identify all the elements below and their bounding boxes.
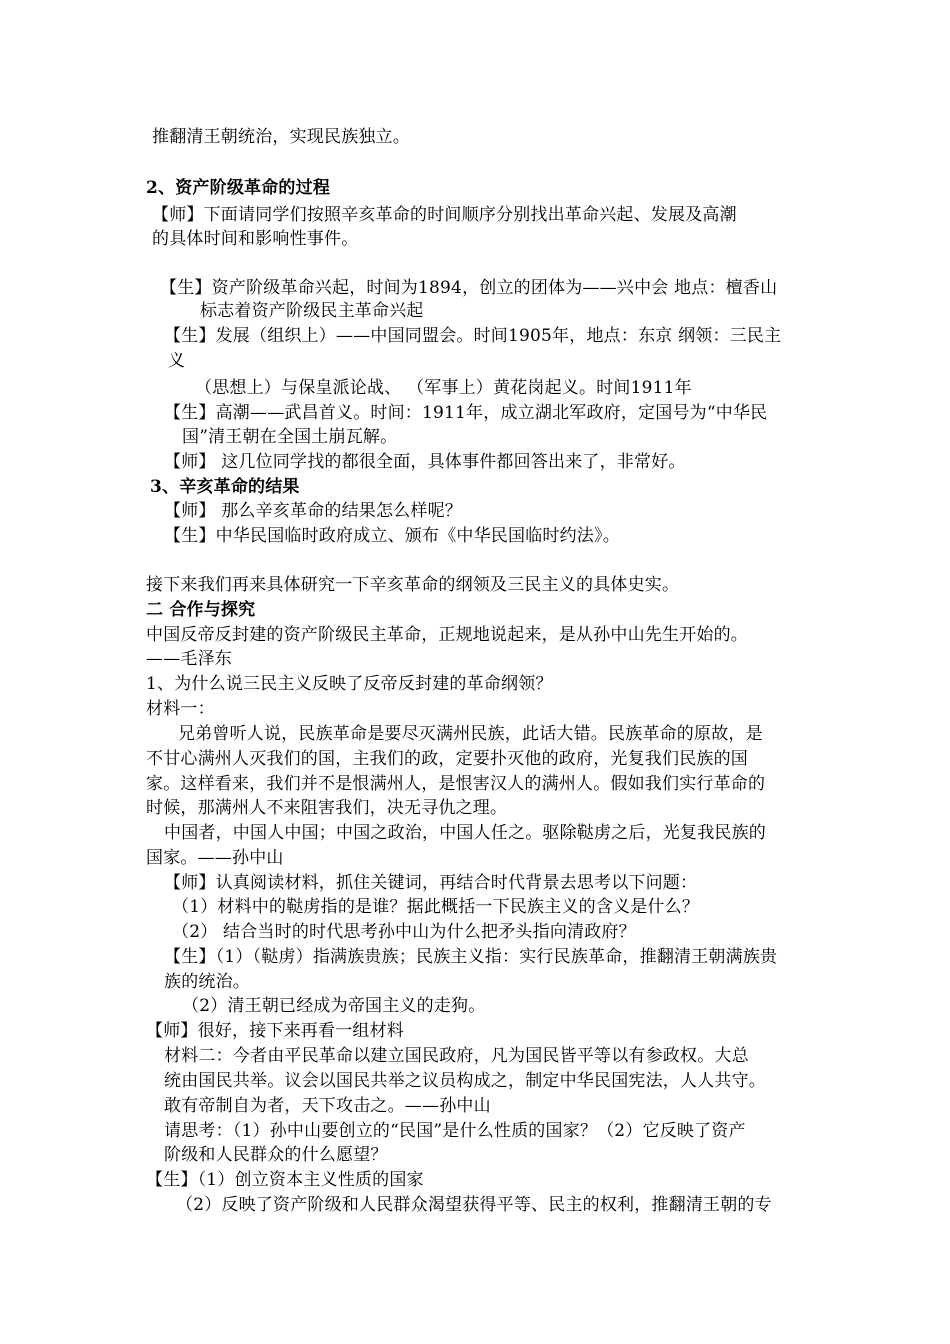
text-line: （2） 结合当时的时代思考孙中山为什么把矛头指向清政府？ <box>172 922 636 942</box>
text-line: 族的统治。 <box>164 972 250 992</box>
text-line: 国家。——孙中山 <box>146 848 284 868</box>
text-line: 【生】资产阶级革命兴起，时间为1894，创立的团体为——兴中会 地点：檀香山 <box>160 278 778 298</box>
text-line: 敢有帝制自为者，天下攻击之。——孙中山 <box>164 1096 491 1116</box>
text-line: 时候，那满州人不来阻害我们，决无寻仇之理。 <box>146 798 508 818</box>
text-line: （1）材料中的鞑虏指的是谁？据此概括一下民族主义的含义是什么？ <box>172 897 700 917</box>
text-line: 不甘心满州人灭我们的国，主我们的政，定要扑灭他的政府，光复我们民族的国 <box>146 749 748 769</box>
text-line: ——毛泽东 <box>146 649 232 669</box>
text-line: 【师】下面请同学们按照辛亥革命的时间顺序分别找出革命兴起、发展及高潮 <box>152 205 737 225</box>
text-line: 标志着资产阶级民主革命兴起 <box>200 301 424 321</box>
text-line: 材料一： <box>146 699 215 719</box>
text-line: 中国者，中国人中国；中国之政治，中国人任之。驱除鞑虏之后，光复我民族的 <box>164 823 766 843</box>
section-heading: 二 合作与探究 <box>146 600 256 620</box>
text-line: 义 <box>168 351 186 371</box>
text-line: 阶级和人民群众的什么愿望？ <box>164 1145 388 1165</box>
text-line: 国”清王朝在全国土崩瓦解。 <box>182 427 398 447</box>
text-line: 中国反帝反封建的资产阶级民主革命，正规地说起来，是从孙中山先生开始的。 <box>146 625 748 645</box>
text-line: 【师】 那么辛亥革命的结果怎么样呢？ <box>164 501 463 521</box>
text-line: 【生】（1）（鞑虏）指满族贵族；民族主义指：实行民族革命，推翻清王朝满族贵 <box>164 947 778 967</box>
section-heading: 3、辛亥革命的结果 <box>150 477 300 497</box>
text-line: 【师】很好，接下来再看一组材料 <box>146 1021 404 1041</box>
text-line: 【师】 这几位同学找的都很全面，具体事件都回答出来了，非常好。 <box>164 452 686 472</box>
text-line: 材料二：今者由平民革命以建立国民政府，凡为国民皆平等以有参政权。大总 <box>164 1046 749 1066</box>
text-line: 的具体时间和影响性事件。 <box>152 229 359 249</box>
text-line: 1、为什么说三民主义反映了反帝反封建的革命纲领？ <box>146 674 553 694</box>
text-line: 【生】中华民国临时政府成立、颁布《中华民国临时约法》。 <box>164 526 620 546</box>
text-line: 统由国民共举。议会以国民共举之议员构成之，制定中华民国宪法，人人共守。 <box>164 1071 766 1091</box>
text-line: 【师】认真阅读材料，抓住关键词，再结合时代背景去思考以下问题： <box>164 873 698 893</box>
text-line: 接下来我们再来具体研究一下辛亥革命的纲领及三民主义的具体史实。 <box>146 575 680 595</box>
text-line: 【生】高潮——武昌首义。时间：1911年，成立湖北军政府，定国号为“中华民 <box>164 403 768 423</box>
text-line: 【生】（1）创立资本主义性质的国家 <box>146 1170 424 1190</box>
text-line: 家。这样看来，我们并不是恨满州人，是恨害汉人的满州人。假如我们实行革命的 <box>146 774 766 794</box>
text-line: 【生】发展（组织上）——中国同盟会。时间1905年，地点：东京 纲领：三民主 <box>164 326 782 346</box>
text-line: （2）清王朝已经成为帝国主义的走狗。 <box>182 996 486 1016</box>
text-line: （2）反映了资产阶级和人民群众渴望获得平等、民主的权利，推翻清王朝的专 <box>176 1195 772 1215</box>
text-line: （思想上）与保皇派论战、 （军事上）黄花岗起义。时间1911年 <box>195 378 692 398</box>
section-heading: 2、资产阶级革命的过程 <box>146 178 331 198</box>
text-line: 请思考：（1）孙中山要创立的“民国”是什么性质的国家？（2）它反映了资产 <box>164 1121 746 1141</box>
text-line: 兄弟曾听人说，民族革命是要尽灭满州民族，此话大错。民族革命的原故，是 <box>178 724 763 744</box>
text-line: 推翻清王朝统治，实现民族独立。 <box>152 127 410 147</box>
